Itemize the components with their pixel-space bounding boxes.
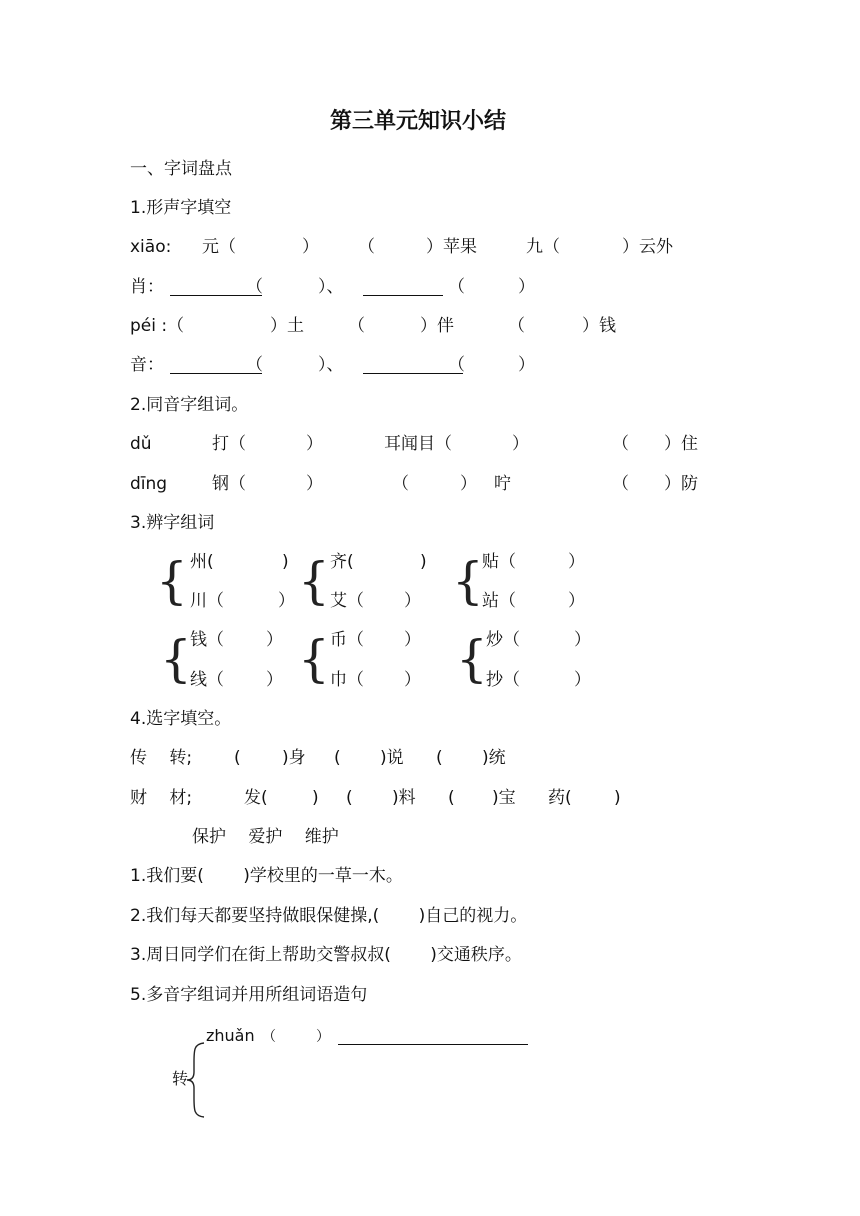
pair-item: 抄（: [486, 670, 520, 690]
fill-prompt: )料: [392, 788, 416, 808]
curly-brace-icon: [186, 1042, 206, 1118]
component-label: 音：: [130, 355, 164, 375]
fill-prompt: ）苹果: [426, 237, 477, 257]
q4-heading: 4.选字填空。: [130, 709, 232, 729]
sentence-blank[interactable]: [338, 1044, 528, 1045]
pair-item: 线（: [190, 670, 224, 690]
fill-prompt: )宝: [492, 788, 516, 808]
left-brace: {: [298, 630, 330, 688]
fill-close: ）、: [318, 355, 344, 375]
pinyin-label: dīng: [130, 474, 168, 494]
fill-open: (: [448, 788, 455, 808]
section-heading: 一、字词盘点: [130, 159, 232, 179]
answer-blank[interactable]: [363, 295, 443, 296]
sentence-2: 2.我们每天都要坚持做眼保健操,( )自己的视力。: [130, 906, 528, 926]
fill-open: （: [612, 474, 629, 494]
fill-close: ）: [306, 474, 323, 494]
character: 咛: [494, 474, 511, 494]
pair-close: ）: [574, 630, 591, 650]
q1-heading: 1.形声字填空: [130, 198, 232, 218]
fill-prompt: ）土: [270, 316, 304, 336]
fill-close: ）: [460, 474, 477, 494]
fill-open: （: [448, 277, 465, 297]
fill-prompt: ）伴: [420, 316, 454, 336]
char-options: 传 转;: [130, 748, 193, 768]
left-brace: {: [452, 552, 484, 610]
sentence-1: 1.我们要( )学校里的一草一木。: [130, 866, 403, 886]
fill-prompt: ）钱: [582, 316, 616, 336]
q3-heading: 3.辨字组词: [130, 513, 215, 533]
pair-close: ): [420, 552, 427, 572]
component-label: 肖：: [130, 277, 164, 297]
pair-close: ）: [278, 591, 295, 611]
fill-prompt: ）防: [664, 474, 698, 494]
fill-prompt: )说: [380, 748, 404, 768]
pair-item: 川（: [190, 591, 224, 611]
fill-prompt: 发(: [244, 788, 268, 808]
left-brace: {: [160, 630, 192, 688]
page-title: 第三单元知识小结: [330, 108, 507, 134]
fill-prompt: )统: [482, 748, 506, 768]
fill-open: (: [346, 788, 353, 808]
pair-close: ）: [404, 591, 421, 611]
fill-prompt: 元（: [202, 237, 236, 257]
fill-close: ）: [518, 355, 535, 375]
pair-close: ）: [574, 670, 591, 690]
pair-item: 州(: [190, 552, 214, 572]
pair-item: 巾（: [330, 670, 364, 690]
left-brace: {: [456, 630, 488, 688]
pinyin-label: dǔ: [130, 434, 152, 454]
fill-open: （: [246, 277, 263, 297]
fill-close: ): [614, 788, 621, 808]
fill-open: (: [234, 748, 241, 768]
fill-close: ): [312, 788, 319, 808]
word-options: 保护 爱护 维护: [192, 827, 339, 847]
pair-item: 站（: [482, 591, 516, 611]
q5-heading: 5.多音字组词并用所组词语造句: [130, 985, 368, 1005]
fill-open: （: [348, 316, 365, 336]
pair-close: ）: [568, 552, 585, 572]
fill-open: （: [508, 316, 525, 336]
polyphone-char: 转: [172, 1069, 189, 1088]
pair-close: ）: [266, 670, 283, 690]
pair-item: 齐(: [330, 552, 354, 572]
fill-prompt: 九（: [526, 237, 560, 257]
fill-prompt: 钢（: [212, 474, 246, 494]
q2-heading: 2.同音字组词。: [130, 395, 249, 415]
fill-close: ）: [518, 277, 535, 297]
fill-prompt: 耳闻目（: [384, 434, 452, 454]
pinyin-label: péi :（: [130, 316, 185, 336]
sentence-3: 3.周日同学们在街上帮助交警叔叔( )交通秩序。: [130, 945, 522, 965]
pair-close: ）: [404, 670, 421, 690]
fill-close: ）: [512, 434, 529, 454]
pinyin-label: xiāo:: [130, 237, 172, 257]
fill-open: （: [246, 355, 263, 375]
fill-open: （: [392, 474, 409, 494]
pair-close: ）: [404, 630, 421, 650]
fill-prompt: 打（: [212, 434, 246, 454]
fill-prompt: )身: [282, 748, 306, 768]
fill-close: ）: [302, 237, 319, 257]
pair-item: 贴（: [482, 552, 516, 572]
fill-close: ）: [306, 434, 323, 454]
char-options: 财 材;: [130, 788, 193, 808]
fill-open: (: [334, 748, 341, 768]
fill-open: （: [262, 1029, 276, 1045]
pair-close: ）: [568, 591, 585, 611]
fill-close: ）: [316, 1029, 330, 1045]
fill-open: （: [358, 237, 375, 257]
pair-close: ）: [266, 630, 283, 650]
fill-close: ）、: [318, 277, 344, 297]
left-brace: {: [156, 552, 188, 610]
fill-open: （: [448, 355, 465, 375]
fill-open: （: [612, 434, 629, 454]
left-brace: {: [298, 552, 330, 610]
fill-open: (: [436, 748, 443, 768]
pair-item: 炒（: [486, 630, 520, 650]
pair-item: 艾（: [330, 591, 364, 611]
fill-prompt: ）住: [664, 434, 698, 454]
fill-prompt: ）云外: [622, 237, 673, 257]
fill-prompt: 药(: [548, 788, 572, 808]
pair-close: ): [282, 552, 289, 572]
pinyin-label: zhuǎn: [206, 1026, 255, 1045]
pair-item: 钱（: [190, 630, 224, 650]
pair-item: 币（: [330, 630, 364, 650]
